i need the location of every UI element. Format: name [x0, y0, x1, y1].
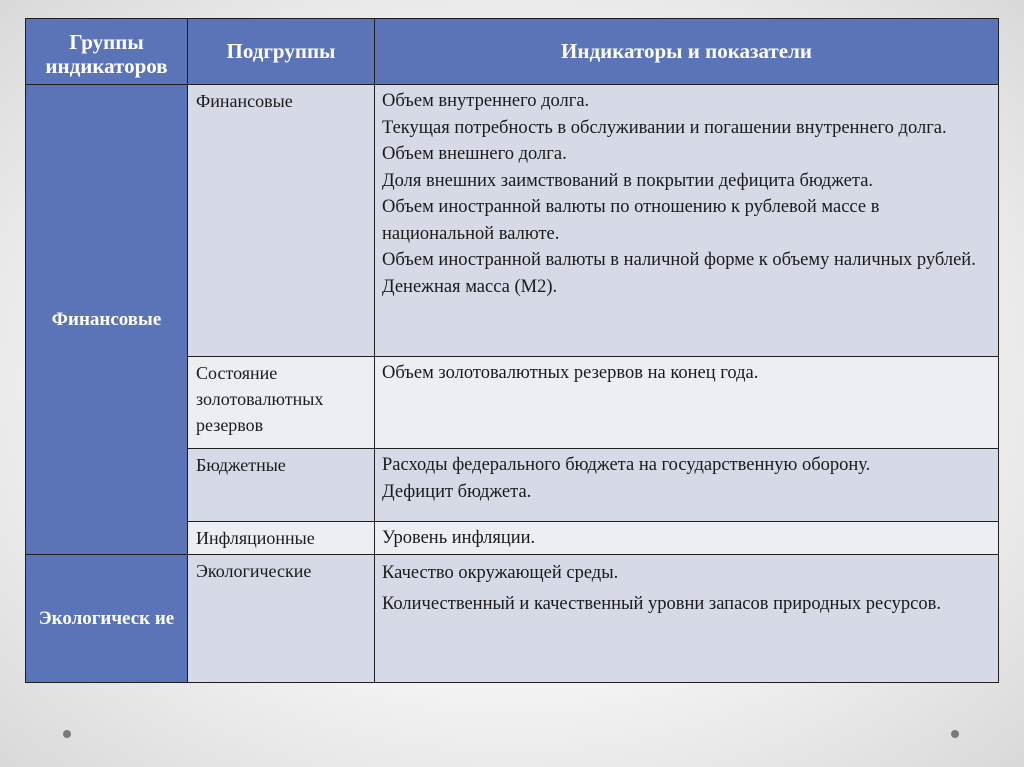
indicator-item: Качество окружающей среды. [382, 563, 619, 583]
indicator-item: Уровень инфляции. [382, 528, 536, 548]
table-row [26, 85, 999, 357]
indicators-financial [375, 85, 999, 357]
indicators-ecological [375, 555, 999, 683]
header-indicators: Индикаторы и показатели [375, 19, 999, 85]
header-subgroups: Подгруппы [188, 19, 375, 85]
indicator-item: Объем внутреннего долга. [382, 91, 590, 111]
subgroup-budget: Бюджетные [188, 449, 375, 522]
indicators-table [25, 18, 999, 683]
indicator-item: Дефицит бюджета. [382, 481, 532, 502]
indicator-item: Объем внешнего долга. [382, 144, 567, 164]
table-row [26, 555, 999, 683]
indicator-item: Денежная масса (М2). [382, 276, 558, 297]
subgroup-reserves: Состояние золотовалютных резервов [188, 357, 375, 449]
indicators-budget [375, 449, 999, 522]
indicator-item: Количественный и качественный уровни запасов природных ресурсов. [382, 594, 941, 614]
indicator-item: Объем золотовалютных резервов на конец года. [382, 363, 759, 383]
indicator-item: Доля внешних заимствований в покрытии дефицита бюджета. [382, 170, 874, 191]
indicator-item: Текущая потребность в обслуживании и погашении внутреннего долга. [382, 117, 947, 138]
slide-dot-left [63, 730, 71, 738]
indicator-item: Объем иностранной валюты по отношению к рублевой массе в национальной валюте. [382, 197, 880, 244]
subgroup-ecological: Экологические [188, 555, 375, 683]
indicator-item: Расходы федерального бюджета на государственную оборону. [382, 455, 871, 475]
table-header-row [26, 19, 999, 85]
subgroup-inflation: Инфляционные [188, 522, 375, 555]
group-ecological: Экологическ ие [26, 555, 188, 683]
indicators-reserves [375, 357, 999, 449]
indicator-item: Объем иностранной валюты в наличной форме к объему наличных рублей. [382, 250, 976, 270]
slide-dot-right [951, 730, 959, 738]
header-groups: Группы индикаторов [26, 19, 188, 85]
group-financial: Финансовые [26, 85, 188, 555]
indicators-inflation [375, 522, 999, 555]
subgroup-financial: Финансовые [188, 85, 375, 357]
